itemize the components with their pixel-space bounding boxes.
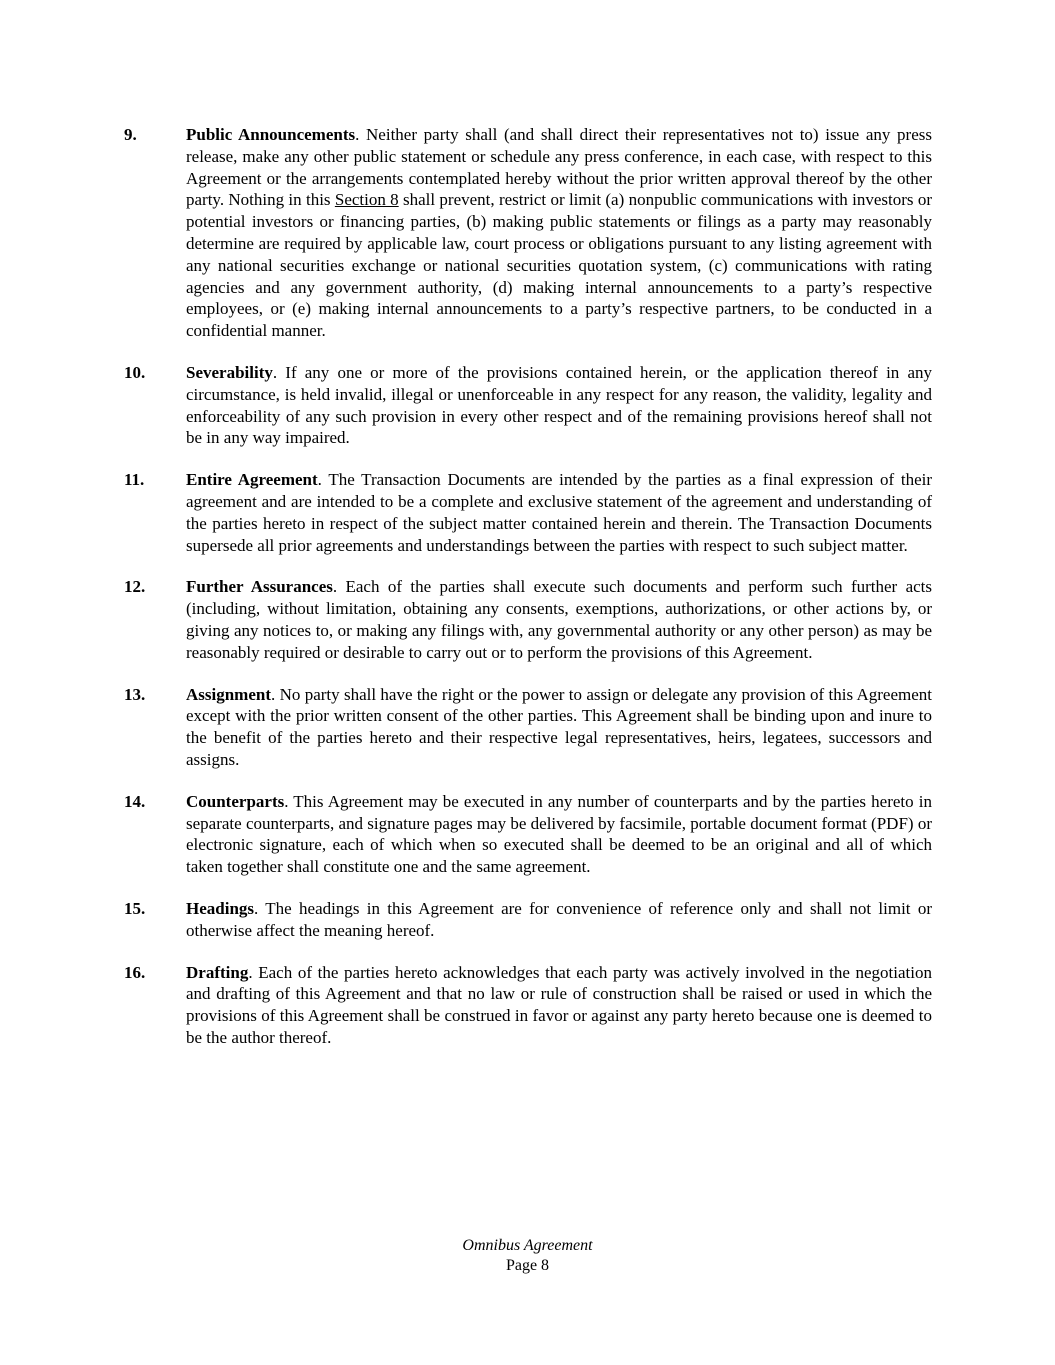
footer-page-number: Page 8 — [505, 1257, 550, 1274]
section-body — [186, 576, 932, 663]
section-body — [186, 791, 932, 878]
section-16 — [124, 962, 932, 1049]
section-heading: Headings — [186, 898, 255, 918]
section-text: . No party shall have the right or the power to assign or delegate any provision of this Agreement except with the prior written consent of the other parties. This Agreement shall be binding upon and inure to the benefit of the parties hereto and their respective legal representatives, heirs, legatees, successors and assigns. — [186, 684, 932, 769]
section-body — [186, 898, 932, 942]
section-heading: Public Announcements — [186, 125, 356, 144]
page-footer — [0, 1236, 1055, 1276]
section-text: . Each of the parties shall execute such documents and perform such further acts (including, without limitation, obtaining any consents, exemptions, authorizations, or other actions by, or giving any notices to, or making any filings with, any governmental authority or any other person) as may be reasonably required or desirable to carry out or to perform the provisions of this Agreement. — [186, 577, 933, 662]
section-heading: Counterparts — [186, 791, 285, 811]
section-cross-reference: Section 8 — [334, 190, 399, 210]
section-15 — [124, 898, 932, 942]
section-text: . This Agreement may be executed in any number of counterparts and by the parties hereto in separate counterparts, and signature pages may be delivered by facsimile, portable document format (PDF) or electronic signature, each of which when so executed shall be deemed to be an original and all of which taken together shall constitute one and the same agreement. — [186, 791, 932, 877]
section-number: 9. — [124, 125, 137, 144]
section-number: 16. — [124, 962, 146, 982]
section-14 — [124, 791, 932, 878]
section-number: 15. — [124, 898, 146, 918]
section-body — [186, 124, 932, 342]
section-text: . The Transaction Documents are intended by the parties as a final expression of their agreement and are intended to be a complete and exclusive statement of the agreement and understanding of the parties hereto in respect of the subject matter contained herein and therein. The Transaction Documents supersede all prior agreements and understandings between the parties with respect to such subject matter. — [186, 470, 932, 555]
section-number: 12. — [124, 577, 146, 597]
section-12 — [124, 576, 932, 663]
section-heading: Drafting — [186, 962, 249, 982]
section-9 — [124, 124, 932, 342]
section-number: 10. — [124, 362, 146, 382]
section-text: . Neither party shall (and shall direct their representatives not to) issue any press release, make any other public statement or schedule any press conference, in each case, with respect to this Agreement or the arrangements contemplated hereby without the prior written approval thereof by the other party. Nothing in this — [186, 125, 932, 210]
section-number: 11. — [124, 470, 145, 490]
section-text: . If any one or more of the provisions contained herein, or the application thereof in any circumstance, is held invalid, illegal or unenforceable in any respect for any reason, the validity, legality and enforceability of any such provision in every other respect and of the remaining provisions hereof shall not be in any way impaired. — [186, 362, 932, 448]
section-text: . Each of the parties hereto acknowledges that each party was actively involved in the negotiation and drafting of this Agreement and that no law or rule of construction shall be raised or used in which the provisions of this Agreement shall be construed in favor or against any party hereto because one is deemed to be the author thereof. — [186, 962, 932, 1047]
section-text: . The headings in this Agreement are for convenience of reference only and shall not limit or otherwise affect the meaning hereof. — [186, 898, 932, 940]
section-13 — [124, 684, 932, 771]
section-text: shall prevent, restrict or limit (a) nonpublic communications with investors or potential investors or financing parties, (b) making public statements or filings as a party may reasonably determine are required by applicable law, court process or obligations pursuant to any listing agreement with any national securities exchange or national securities quotation system, (c) communications with rating agencies and any government authority, (d) making internal announcements to a party’s respective employees, or (e) making internal announcements to a party’s respective partners, to be conducted in a confidential manner. — [186, 190, 932, 341]
section-number: 14. — [124, 791, 146, 811]
section-heading: Entire Agreement — [186, 470, 318, 490]
section-body — [186, 469, 932, 556]
section-list — [124, 124, 932, 1069]
section-body — [186, 362, 932, 449]
section-number: 13. — [124, 684, 146, 704]
section-body — [186, 684, 932, 771]
section-body — [186, 962, 932, 1049]
section-heading: Further Assurances — [186, 577, 333, 597]
footer-document-title: Omnibus Agreement — [462, 1237, 593, 1254]
section-10 — [124, 362, 932, 449]
section-heading: Severability — [186, 362, 273, 382]
section-11 — [124, 469, 932, 556]
section-heading: Assignment — [186, 684, 272, 704]
